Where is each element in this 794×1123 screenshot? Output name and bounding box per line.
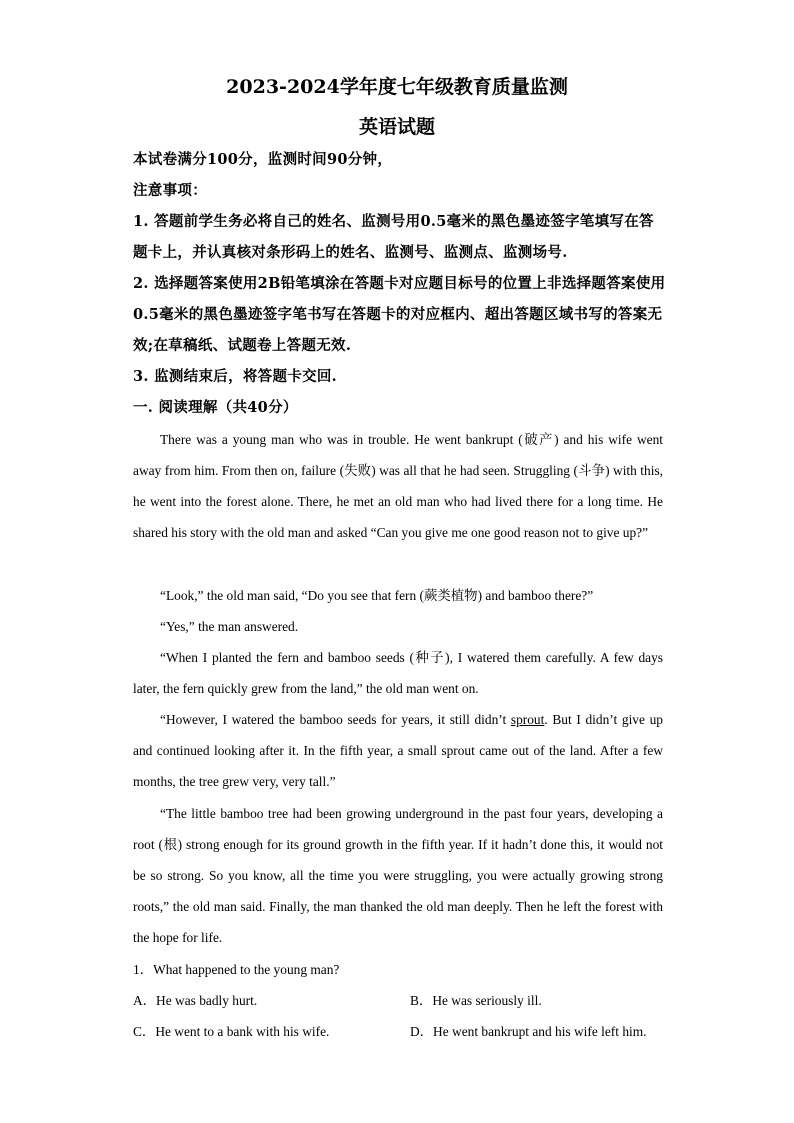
passage-paragraph-3: “Yes,” the man answered. xyxy=(160,619,299,634)
passage-paragraph-1: There was a young man who was in trouble. He went bankrupt (破产) and his wife went away from him. From then on, failure (失败) was all that he had seen. Struggling (斗争) with this, he went into the forest alone. There, he met an old man who had lived there for a long time. He shared his story with the old man and asked “Can you give me one good reason not to give up?” xyxy=(133,432,663,540)
passage-paragraph-6: “The little bamboo tree had been growing underground in the past four years, developing a root (根) strong enough for its ground growth in the fifth year. If it hadn’t done this, it would not be so strong. So you know, all the time you were struggling, you were actually growing strong roots,” the old man said. Finally, the man thanked the old man deeply. Then he left the forest with the hope for life. xyxy=(133,806,663,945)
notice-heading: 注意事项： xyxy=(133,182,207,199)
section-heading: 一. 阅读理解（共40分） xyxy=(133,399,298,416)
question-1-option-b: B．He was seriously ill. xyxy=(410,993,542,1008)
question-1-stem: 1．What happened to the young man? xyxy=(133,962,340,977)
notice-rule-2: 2. 选择题答案使用2B铅笔填涂在答题卡对应题目标号的位置上非选择题答案使用0.5毫米的黑色墨迹签字笔书写在答题卡的对应框内、超出答题区域书写的答案无效;在草稿纸、试题卷上答题无效. xyxy=(133,275,666,354)
passage-paragraph-5 xyxy=(133,704,663,797)
exam-subject: 英语试题 xyxy=(358,116,435,138)
passage-paragraph-4: “When I planted the fern and bamboo seeds (种子), I watered them carefully. A few days later, the fern quickly grew from the land,” the old man went on. xyxy=(133,650,663,696)
notice-rule-1: 1. 答题前学生务必将自己的姓名、监测号用0.5毫米的黑色墨迹签字笔填写在答题卡上，并认真核对条形码上的姓名、监测号、监测点、监测场号. xyxy=(133,213,654,261)
question-1-option-a: A．He was badly hurt. xyxy=(133,993,258,1008)
paragraph-5-text-a: “However, I watered the bamboo seeds for years, it still didn’t xyxy=(160,712,511,727)
exam-title: 2023-2024学年度七年级教育质量监测 xyxy=(226,76,568,98)
underlined-word-sprout: sprout xyxy=(510,712,545,727)
question-1-option-c: C．He went to a bank with his wife. xyxy=(133,1024,330,1039)
paragraph-5-text-b: . But I didn’t give up and continued looking after it. In the fifth year, a small sprout came out of the land. After a few months, the tree grew very, very tall.” xyxy=(133,712,663,789)
passage-paragraph-2: “Look,” the old man said, “Do you see that fern (蕨类植物) and bamboo there?” xyxy=(160,588,594,603)
exam-info-line: 本试卷满分100分，监测时间90分钟， xyxy=(133,151,393,168)
question-1-option-d: D．He went bankrupt and his wife left him. xyxy=(410,1024,647,1039)
notice-rule-3: 3. 监测结束后，将答题卡交回. xyxy=(133,368,338,385)
